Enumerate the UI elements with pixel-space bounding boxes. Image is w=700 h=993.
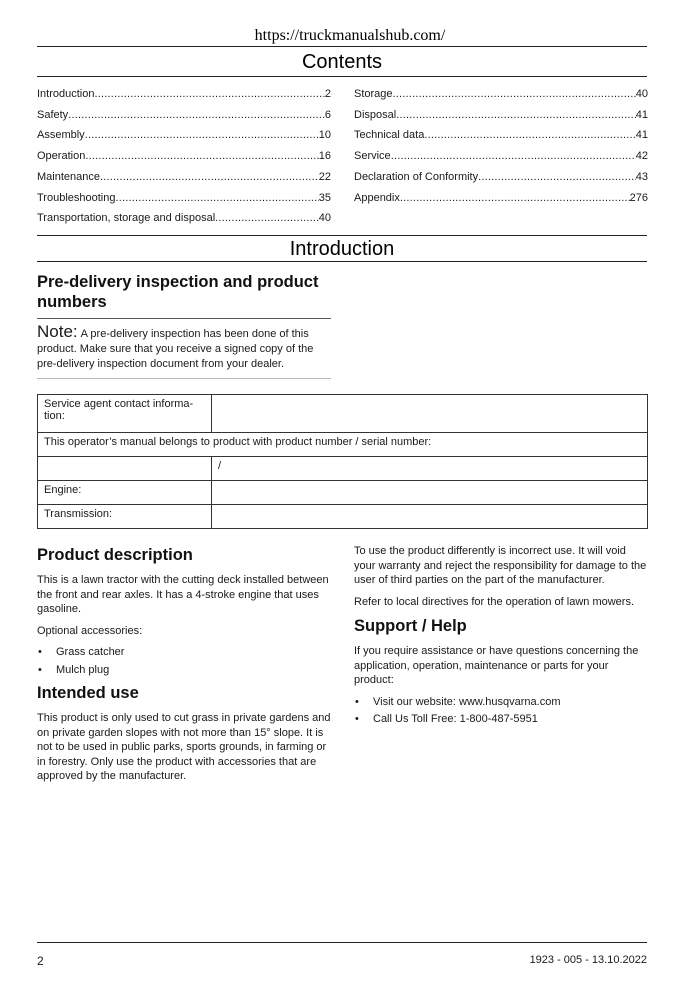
right-text-column [354, 544, 648, 733]
note-rule-bottom [37, 378, 331, 379]
toc-entry[interactable]: Declaration of Conformity ..... 43 [354, 167, 648, 188]
toc-entry[interactable]: Safety ..... 6 [37, 105, 331, 126]
list-item: • Mulch plug [37, 663, 331, 678]
table-row [38, 395, 648, 433]
support-list [354, 695, 648, 727]
note-rule-top [37, 318, 331, 319]
predelivery-heading: Pre-delivery inspection and product numbers [37, 273, 319, 311]
note-text-block [37, 324, 331, 372]
service-agent-label: Service agent contact informa-tion: [38, 395, 212, 433]
toc-entry[interactable]: Service ..... 42 [354, 146, 648, 167]
accessories-list [37, 645, 331, 677]
table-row [38, 433, 648, 457]
introduction-title: Introduction [289, 238, 395, 260]
engine-field[interactable] [212, 481, 648, 505]
note-box [37, 318, 331, 379]
toc-entry[interactable]: Assembly ..... 10 [37, 125, 331, 146]
intro-rule-top [37, 235, 647, 236]
source-url[interactable]: https://truckmanualshub.com/ [254, 27, 446, 44]
toc-entry[interactable]: Appendix ..... 276 [354, 188, 648, 209]
serial-number-field[interactable] [212, 457, 648, 481]
local-directives-text: Refer to local directives for the operation of lawn mowers. [354, 595, 635, 608]
support-heading: Support / Help [354, 617, 467, 635]
toc-entry[interactable]: Storage ..... 40 [354, 84, 648, 105]
top-rule [37, 46, 647, 47]
intended-use-heading: Intended use [37, 684, 139, 702]
transmission-field[interactable] [212, 505, 648, 529]
number-separator: / [218, 460, 222, 472]
table-row [38, 457, 648, 481]
toc-entry[interactable]: Disposal ..... 41 [354, 105, 648, 126]
toc-entry[interactable]: Introduction ..... 2 [37, 84, 331, 105]
support-text: If you require assistance or have questions concerning the application, operation, maintenance or parts for your product: [354, 645, 639, 686]
table-row [38, 481, 648, 505]
transmission-label: Transmission: [38, 505, 212, 529]
toc-left-column [37, 84, 331, 229]
page-number: 2 [37, 954, 44, 968]
toc-entry[interactable]: Technical data ..... 41 [354, 125, 648, 146]
product-number-field[interactable] [38, 457, 212, 481]
toc-right-column [354, 84, 648, 208]
intro-rule-bottom [37, 261, 647, 262]
service-agent-field[interactable] [212, 395, 648, 433]
predelivery-heading-block [37, 272, 331, 312]
website-item[interactable]: • Visit our website: www.husqvarna.com [354, 695, 648, 710]
product-description-heading: Product description [37, 546, 193, 564]
document-id: 1923 - 005 - 13.10.2022 [529, 954, 647, 966]
footer-rule [37, 942, 647, 943]
incorrect-use-text: To use the product differently is incorrect use. It will void your warranty and reject the responsibility for damage to the user of third parties on the part of the manufacturer. [354, 545, 647, 586]
product-description-text: This is a lawn tractor with the cutting deck installed between the front and rear axles. It has a 4-stroke engine that uses gasoline. [37, 574, 329, 615]
table-row [38, 505, 648, 529]
product-info-table [37, 394, 648, 529]
engine-label: Engine: [38, 481, 212, 505]
toc-entry[interactable]: Troubleshooting ..... 35 [37, 188, 331, 209]
note-text: A pre-delivery inspection has been done of this product. Make sure that you receive a signed copy of the pre-delivery inspection document from your dealer. [37, 328, 314, 370]
manual-belongs-label: This operator’s manual belongs to product with product number / serial number: [38, 433, 648, 457]
optional-accessories-label: Optional accessories: [37, 624, 143, 637]
list-item: • Grass catcher [37, 645, 331, 660]
note-lead: Note: [37, 322, 78, 341]
intended-use-text: This product is only used to cut grass in private gardens and on private garden slopes with not more than 15° slope. It is not to be used in public parks, sports grounds, in farming or in forestry. Only use the product with accessories that are approved by the manufacturer. [37, 712, 331, 782]
left-text-column [37, 545, 331, 791]
phone-item[interactable]: • Call Us Toll Free: 1-800-487-5951 [354, 712, 648, 727]
contents-title: Contents [301, 51, 383, 73]
contents-rule [37, 76, 647, 77]
toc-entry[interactable]: Transportation, storage and disposal ..... 40 [37, 208, 331, 229]
toc-entry[interactable]: Operation ..... 16 [37, 146, 331, 167]
toc-entry[interactable]: Maintenance ..... 22 [37, 167, 331, 188]
